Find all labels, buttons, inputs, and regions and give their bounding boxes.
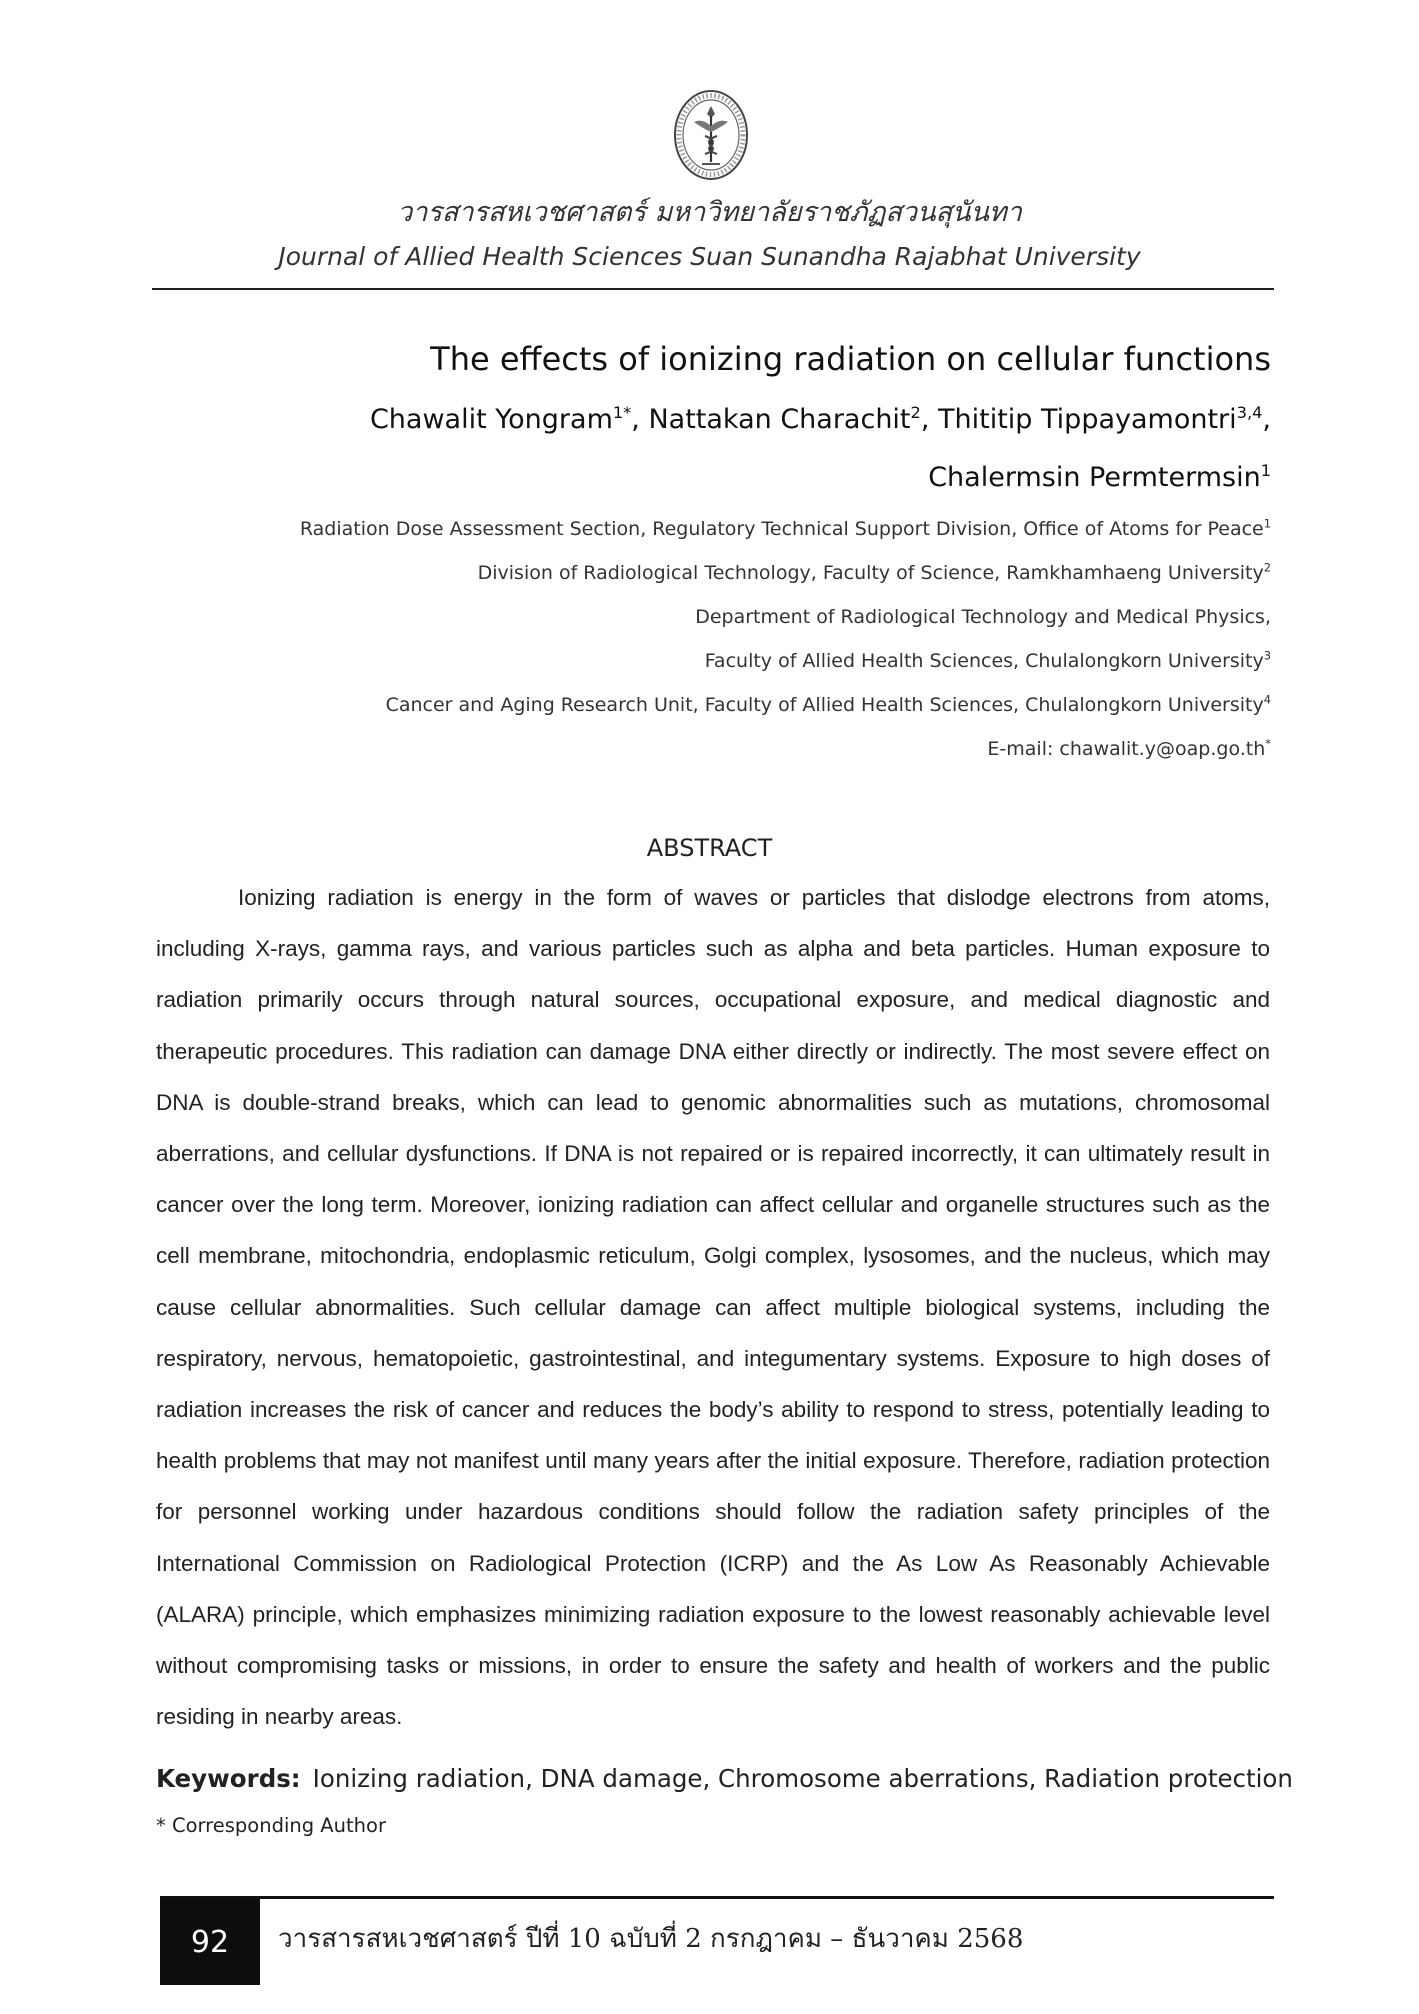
author-superscript: 2	[910, 403, 921, 422]
contact-email	[987, 738, 1271, 760]
article-title: The effects of ionizing radiation on cellular functions	[430, 340, 1271, 378]
author-name: Chalermsin Permtermsin	[928, 462, 1261, 493]
corresponding-author-note: * Corresponding Author	[156, 1814, 386, 1837]
author-separator: ,	[1262, 404, 1271, 435]
affiliation-superscript: 4	[1263, 692, 1271, 707]
affiliation	[478, 562, 1271, 584]
author-separator: ,	[920, 404, 939, 435]
journal-title-english: Journal of Allied Health Sciences Suan Sunandha Rajabhat University	[278, 242, 1141, 271]
affiliation-text: Department of Radiological Technology and Medical Physics,	[695, 606, 1271, 628]
affiliation-superscript: 1	[1263, 516, 1271, 531]
email-text: E-mail: chawalit.y@oap.go.th	[987, 738, 1266, 760]
author-name: Chawalit Yongram	[369, 404, 613, 435]
email-superscript: *	[1265, 736, 1271, 751]
author-name: Thititip Tippayamontri	[938, 404, 1237, 435]
keywords-list: Ionizing radiation, DNA damage, Chromosome aberrations, Radiation protection	[312, 1764, 1293, 1793]
affiliation	[705, 650, 1271, 672]
author-line-1	[370, 404, 1271, 435]
affiliation-text: Faculty of Allied Health Sciences, Chulalongkorn University	[704, 650, 1264, 672]
affiliation-text: Cancer and Aging Research Unit, Faculty of Allied Health Sciences, Chulalongkorn University	[385, 694, 1264, 716]
abstract-text: Ionizing radiation is energy in the form of waves or particles that dislodge electrons from atoms, including X-rays, gamma rays, and various particles such as alpha and beta particles. Human exposure to radiation primarily occurs through natural sources, occupational exposure, and medical diagnostic and therapeutic procedures. This radiation can damage DNA either directly or indirectly. The most severe effect on DNA is double-strand breaks, which can lead to genomic abnormalities such as mutations, chromosomal aberrations, and cellular dysfunctions. If DNA is not repaired or is repaired incorrectly, it can ultimately result in cancer over the long term. Moreover, ionizing radiation can affect cellular and organelle structures such as the cell membrane, mitochondria, endoplasmic reticulum, Golgi complex, lysosomes, and the nucleus, which may cause cellular abnormalities. Such cellular damage can affect multiple biological systems, including the respiratory, nervous, hematopoietic, gastrointestinal, and integumentary systems. Exposure to high doses of radiation increases the risk of cancer and reduces the body’s ability to respond to stress, potentially leading to health problems that may not manifest until many years after the initial exposure. Therefore, radiation protection for personnel working under hazardous conditions should follow the radiation safety principles of the International Commission on Radiological Protection (ICRP) and the As Low As Reasonably Achievable (ALARA) principle, which emphasizes minimizing radiation exposure to the lowest reasonably achievable level without compromising tasks or missions, in order to ensure the safety and health of workers and the public residing in nearby areas.	[156, 885, 1270, 1730]
author-superscript: 1	[1260, 461, 1271, 480]
author-superscript: 1*	[612, 403, 632, 422]
author-superscript: 3,4	[1236, 403, 1263, 422]
journal-seal-icon	[672, 88, 750, 182]
footer-issue-info: วารสารสหเวชศาสตร์ ปีที่ 10 ฉบับที่ 2 กรกฎาคม – ธันวาคม 2568	[278, 1924, 1024, 1954]
affiliation-text: Division of Radiological Technology, Faculty of Science, Ramkhamhaeng University	[477, 562, 1264, 584]
affiliation	[695, 606, 1271, 628]
affiliation	[300, 518, 1271, 540]
page-number: 92	[160, 1899, 260, 1985]
author-name: Nattakan Charachit	[648, 404, 911, 435]
author-separator: ,	[631, 404, 649, 435]
abstract-heading: ABSTRACT	[646, 834, 773, 862]
keywords-label: Keywords:	[156, 1764, 301, 1793]
affiliation-superscript: 2	[1263, 560, 1271, 575]
keywords	[156, 1764, 1293, 1793]
author-line-2	[928, 462, 1271, 493]
affiliation	[386, 694, 1271, 716]
header-divider	[152, 288, 1274, 290]
affiliation-superscript: 3	[1263, 648, 1271, 663]
footer-divider	[160, 1896, 1274, 1899]
affiliation-text: Radiation Dose Assessment Section, Regulatory Technical Support Division, Office of Atoms for Peace	[299, 518, 1264, 540]
journal-title-thai: วารสารสหเวชศาสตร์ มหาวิทยาลัยราชภัฏสวนสุนันทา	[397, 197, 1022, 228]
